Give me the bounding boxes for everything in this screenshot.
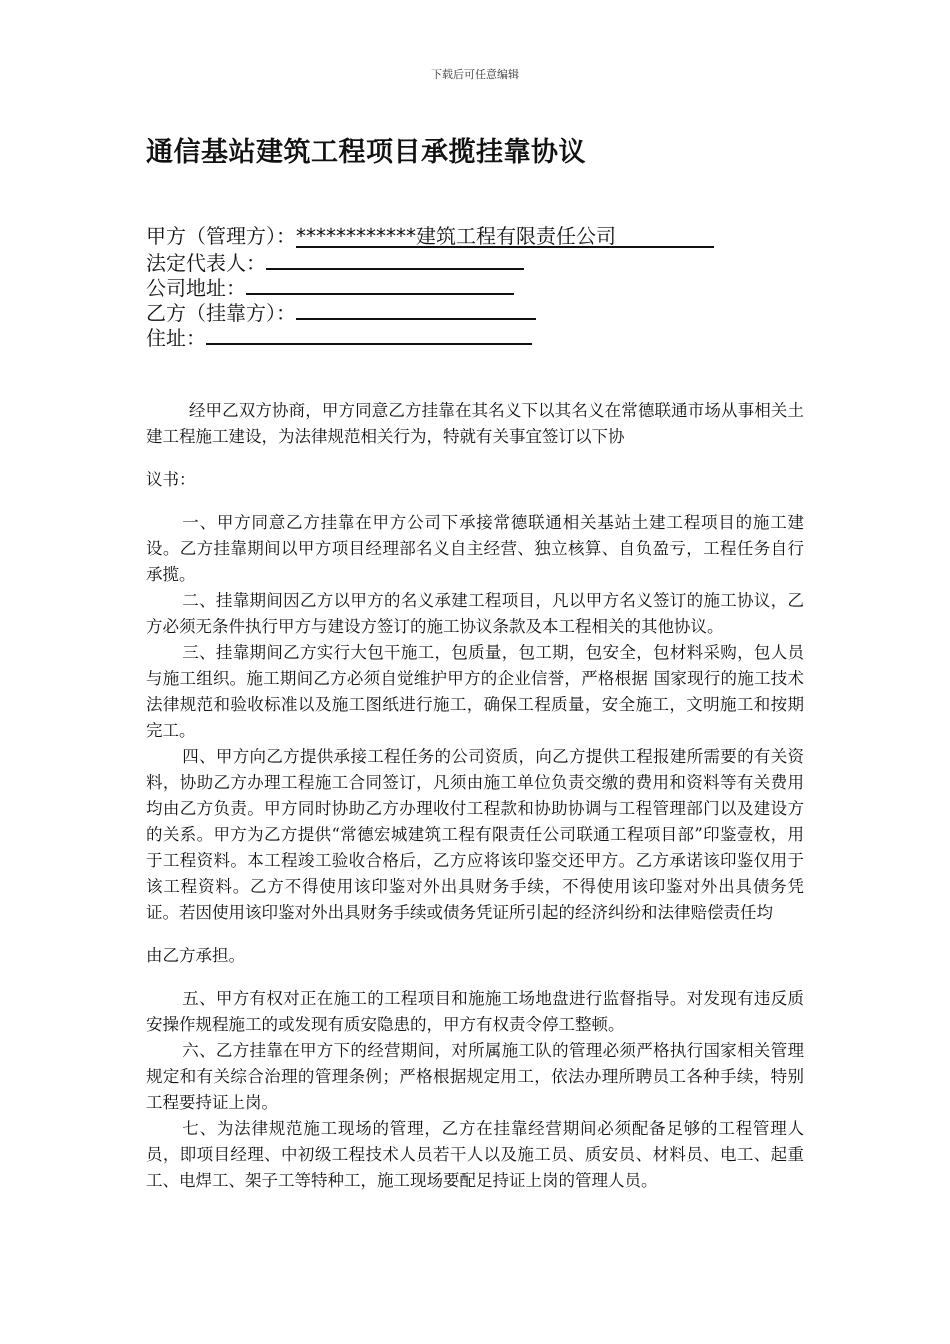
clause-4: 四、甲方向乙方提供承接工程任务的公司资质，向乙方提供工程报建所需要的有关资料，协助乙方办理工程施工合同签订，凡须由施工单位负责交缴的费用和资料等有关费用均由乙方负责。甲方同时协助乙方办理收付工程款和协助协调与工程管理部门以及建设方的关系。甲方为乙方提供“常德宏城建筑工程有限责任公司联通工程项目部”印鉴壹枚，用于工程资料。本工程竣工验收合格后，乙方应将该印鉴交还甲方。乙方承诺该印鉴仅用于该工程资料。乙方不得使用该印鉴对外出具财务手续，不得使用该印鉴对外出具债务凭证。若因使用该印鉴对外出具财务手续或债务凭证所引起的经济纠纷和法律赔偿责任均 <box>146 747 804 922</box>
legal-rep-blank <box>266 249 524 270</box>
legal-rep-line <box>146 249 806 274</box>
party-b-line <box>146 299 806 324</box>
clause-1: 一、甲方同意乙方挂靠在甲方公司下承接常德联通相关基站土建工程项目的施工建设。乙方挂靠期间以甲方项目经理部名义自主经营、独立核算、自负盈亏，工程任务自行承揽。 <box>146 513 804 584</box>
document-title: 通信基站建筑工程项目承揽挂靠协议 <box>146 137 586 168</box>
party-b-blank <box>296 299 536 320</box>
address-line <box>146 324 806 349</box>
company-address-label: 公司地址： <box>146 276 246 300</box>
party-b-label: 乙方（挂靠方）： <box>146 301 296 325</box>
agreement-body <box>146 398 804 1194</box>
intro-tail: 议书： <box>146 470 196 489</box>
clause-5: 五、甲方有权对正在施工的工程项目和施施工场地盘进行监督指导。对发现有违反质安操作规程施工的或发现有质安隐患的，甲方有权责令停工整顿。 <box>146 989 804 1034</box>
legal-rep-label: 法定代表人： <box>146 251 266 275</box>
clause-2: 二、挂靠期间因乙方以甲方的名义承建工程项目，凡以甲方名义签订的施工协议，乙方必须无条件执行甲方与建设方签订的施工协议条款及本工程相关的其他协议。 <box>146 591 804 636</box>
intro-paragraph: 经甲乙双方协商，甲方同意乙方挂靠在其名义下以其名义在常德联通市场从事相关土建工程施工建设，为法律规范相关行为，特就有关事宜签订以下协 <box>146 401 804 446</box>
party-a-label: 甲方（管理方）： <box>146 224 296 248</box>
party-a-line <box>146 224 806 249</box>
company-address-line <box>146 274 806 299</box>
address-label: 住址： <box>146 326 206 350</box>
company-address-blank <box>246 274 514 295</box>
clause-4-tail: 由乙方承担。 <box>146 946 245 965</box>
party-a-field: ************建筑工程有限责任公司 <box>296 227 714 248</box>
header-note: 下载后可任意编辑 <box>431 68 519 81</box>
clause-7: 七、为法律规范施工现场的管理，乙方在挂靠经营期间必须配备足够的工程管理人员，即项目经理、中初级工程技术人员若干人以及施工员、质安员、材料员、电工、起重工、电焊工、架子工等特种工，施工现场要配足持证上岗的管理人员。 <box>146 1119 804 1190</box>
clause-6: 六、乙方挂靠在甲方下的经营期间，对所属施工队的管理必须严格执行国家相关管理规定和有关综合治理的管理条例；严格根据规定用工，依法办理所聘员工各种手续，特别工程要持证上岗。 <box>146 1041 804 1112</box>
party-info-block <box>146 224 806 349</box>
clause-3: 三、挂靠期间乙方实行大包干施工，包质量，包工期，包安全，包材料采购，包人员与施工组织。施工期间乙方必须自觉维护甲方的企业信誉，严格根据 国家现行的施工技术法律规范和验收标准以及施工图纸进行施工，确保工程质量，安全施工，文明施工和按期完工。 <box>146 643 804 740</box>
address-blank <box>206 324 532 345</box>
